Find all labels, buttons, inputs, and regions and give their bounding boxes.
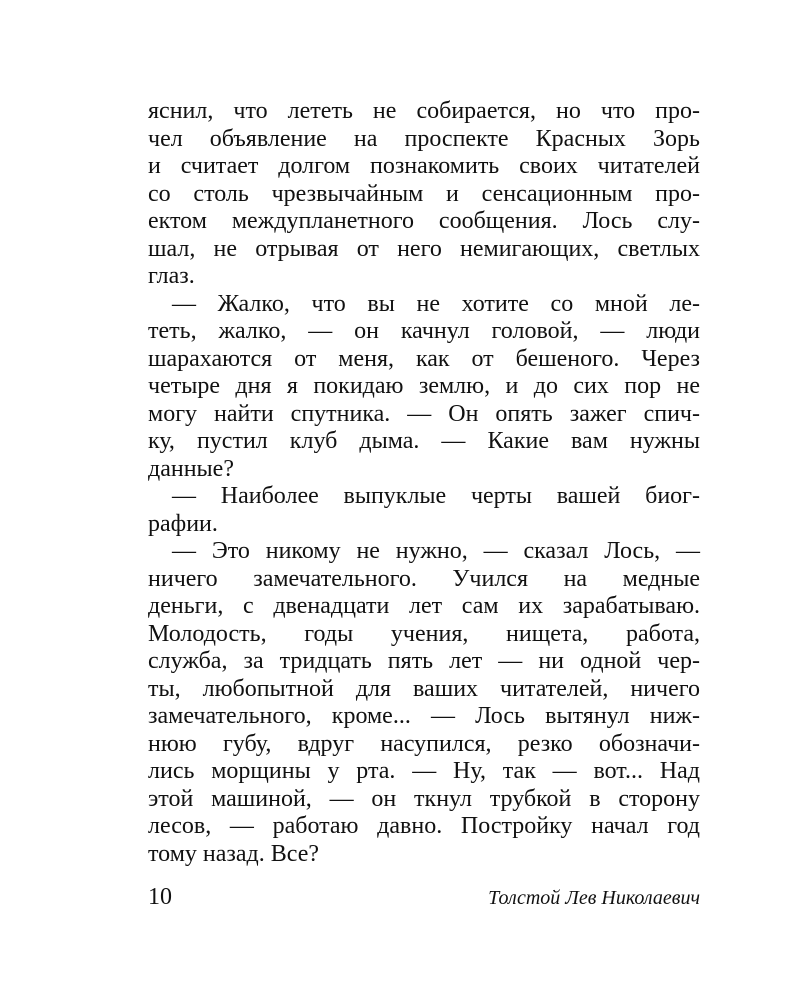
text-line: шарахаются от меня, как от бешеного. Через xyxy=(148,345,700,372)
text-line: — Это никому не нужно, — сказал Лось, — xyxy=(172,538,700,564)
text-line: рафии. xyxy=(148,510,218,537)
text-line: четыре дня я покидаю землю, и до сих пор не xyxy=(148,373,700,399)
page-number: 10 xyxy=(148,884,172,910)
text-line: и считает долгом познакомить своих читателей xyxy=(148,153,700,179)
text-line: Молодость, годы учения, нищета, работа, xyxy=(148,620,700,647)
text-line: деньги, с двенадцати лет сам их зарабатываю. xyxy=(148,593,700,619)
body-text xyxy=(148,98,700,868)
text-line: яснил, что лететь не собирается, но что про- xyxy=(148,98,700,124)
text-line: тому назад. Все? xyxy=(148,840,319,867)
text-line: замечательного, кроме... — Лось вытянул ниж- xyxy=(148,703,700,729)
text-line: шал, не отрывая от него немигающих, светлых xyxy=(148,235,700,262)
text-line: чел объявление на проспекте Красных Зорь xyxy=(148,125,700,152)
text-line: данные? xyxy=(148,455,234,482)
text-line: ты, любопытной для ваших читателей, ничего xyxy=(148,675,700,702)
text-line: служба, за тридцать пять лет — ни одной чер- xyxy=(148,648,700,674)
text-line: — Жалко, что вы не хотите со мной ле- xyxy=(172,290,700,317)
text-line: этой машиной, — он ткнул трубкой в сторону xyxy=(148,785,700,812)
text-line: ничего замечательного. Учился на медные xyxy=(148,565,700,592)
text-line: могу найти спутника. — Он опять зажег спич- xyxy=(148,400,700,427)
text-line: лесов, — работаю давно. Постройку начал год xyxy=(148,813,700,839)
text-line: теть, жалко, — он качнул головой, — люди xyxy=(148,318,700,344)
text-line: со столь чрезвычайным и сенсационным про- xyxy=(148,180,700,207)
text-line: лись морщины у рта. — Ну, так — вот... Над xyxy=(148,758,700,784)
text-line: ку, пустил клуб дыма. — Какие вам нужны xyxy=(148,428,700,454)
text-line: глаз. xyxy=(148,263,195,289)
page-footer xyxy=(148,884,700,914)
text-line: нюю губу, вдруг насупился, резко обозначи- xyxy=(148,730,700,757)
text-line: — Наиболее выпуклые черты вашей биог- xyxy=(172,483,700,509)
text-line: ектом междупланетного сообщения. Лось слу- xyxy=(148,208,700,234)
running-footer-author: Толстой Лев Николаевич xyxy=(488,887,700,909)
